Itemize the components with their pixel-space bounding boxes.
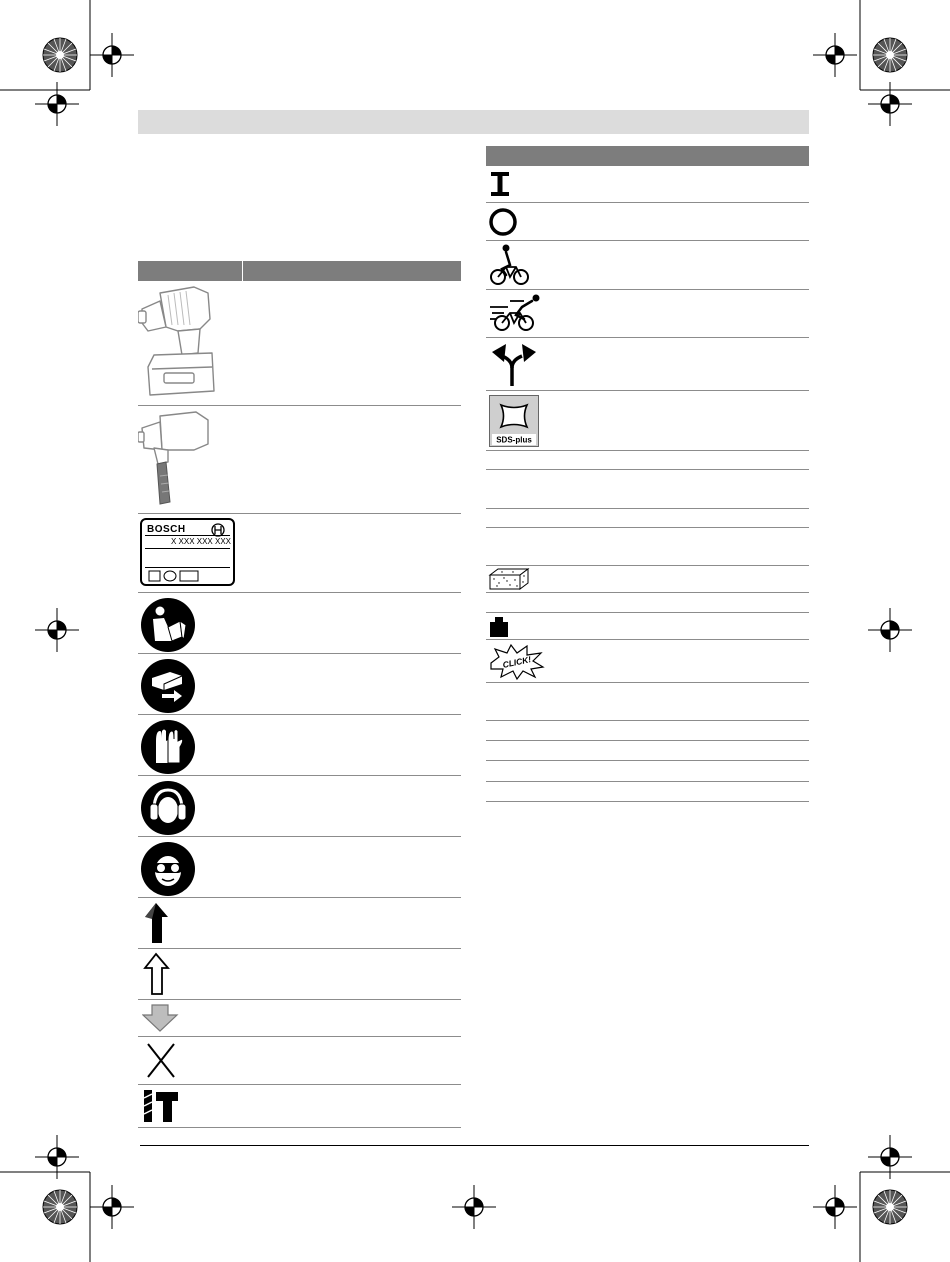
left-row-rule: [138, 775, 461, 776]
ear-protection-icon: [140, 780, 196, 836]
right-row-rule: [486, 565, 809, 566]
arrow-down-gray-icon: [142, 1003, 180, 1033]
read-manual-icon: [140, 597, 196, 653]
battery-removal-icon: [140, 658, 196, 714]
rating-plate-rule: [145, 567, 230, 568]
gloves-icon: [140, 719, 196, 775]
left-row-rule: [138, 897, 461, 898]
right-row-rule: [486, 801, 809, 802]
rating-plate-icon: [140, 518, 235, 586]
right-row-rule: [486, 720, 809, 721]
right-row-rule: [486, 527, 809, 528]
hammer-drill-icon: [142, 1088, 182, 1124]
right-table-header: [486, 146, 809, 166]
click-icon: [487, 643, 547, 681]
left-row-rule: [138, 999, 461, 1000]
right-row-rule: [486, 202, 809, 203]
plate-symbols-icon: [148, 570, 204, 582]
right-row-rule: [486, 592, 809, 593]
hammer-attachment-illustration: [138, 410, 218, 510]
eye-protection-icon: [140, 841, 196, 897]
left-row-rule: [138, 405, 461, 406]
left-row-rule: [138, 714, 461, 715]
right-row-rule: [486, 760, 809, 761]
right-row-rule: [486, 682, 809, 683]
rating-plate-rule: [145, 548, 230, 549]
left-row-rule: [138, 592, 461, 593]
bicycle-fast-icon: [488, 293, 546, 333]
rotation-o-icon: [488, 206, 520, 238]
drill-driver-illustration: [138, 283, 218, 401]
weight-icon: [489, 616, 511, 638]
right-row-rule: [486, 289, 809, 290]
sds-plus-icon: [489, 395, 539, 447]
left-row-rule: [138, 1084, 461, 1085]
right-row-rule: [486, 781, 809, 782]
arrow-up-filled-icon: [142, 901, 178, 945]
left-table-header: [138, 261, 461, 281]
left-row-rule: [138, 1036, 461, 1037]
rating-plate-brand: BOSCH: [147, 524, 186, 535]
rotation-i-icon: [489, 171, 511, 197]
left-row-rule: [138, 513, 461, 514]
footer-rule: [140, 1145, 809, 1146]
left-row-rule: [138, 948, 461, 949]
right-row-rule: [486, 508, 809, 509]
sds-plus-label: SDS-plus: [496, 435, 532, 445]
cross-icon: [144, 1041, 178, 1079]
right-row-rule: [486, 639, 809, 640]
right-row-rule: [486, 240, 809, 241]
right-row-rule: [486, 450, 809, 451]
header-separator: [242, 261, 243, 281]
right-row-rule: [486, 740, 809, 741]
left-row-rule: [138, 653, 461, 654]
click-label: CLICK!: [501, 654, 532, 670]
sponge-icon: [488, 567, 530, 591]
right-row-rule: [486, 469, 809, 470]
bicycle-slow-icon: [488, 243, 532, 287]
arrow-up-outline-icon: [142, 952, 178, 996]
right-row-rule: [486, 390, 809, 391]
rating-plate-code: X XXX XXX XXX: [170, 537, 231, 546]
right-row-rule: [486, 612, 809, 613]
branch-arrows-icon: [488, 342, 540, 388]
rating-plate-rule: [145, 535, 230, 536]
left-row-rule: [138, 836, 461, 837]
left-row-rule: [138, 1127, 461, 1128]
right-row-rule: [486, 337, 809, 338]
